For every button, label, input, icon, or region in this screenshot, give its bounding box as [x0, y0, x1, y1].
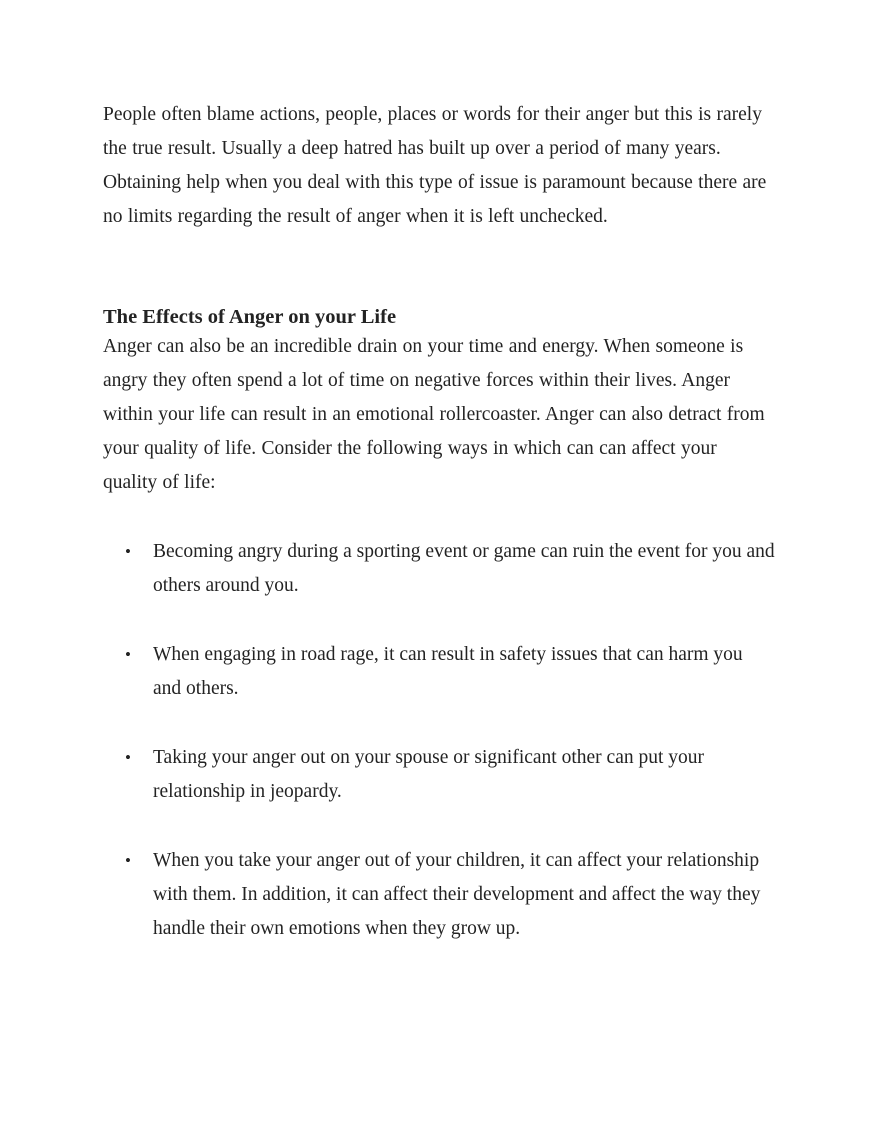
section-heading: The Effects of Anger on your Life — [103, 306, 397, 328]
bullet-icon: • — [125, 645, 131, 664]
bullet-icon: • — [125, 748, 131, 767]
intro-paragraph: People often blame actions, people, places or words for their anger but this is rarely the true result. Usually a deep hatred has built up over a period of many years. Obtaining help when you deal with this type of issue is paramount because there are no limits regarding the result of anger when it is left unchecked. — [103, 104, 767, 227]
list-item-text: Taking your anger out on your spouse or significant other can put your relationship in jeopardy. — [153, 747, 705, 802]
list-item-text: When you take your anger out of your children, it can affect your relationship with them. In addition, it can affect their development and affect the way they handle their own emotions when they grow up. — [153, 850, 761, 939]
effects-bullet-list — [103, 535, 776, 946]
list-item — [103, 638, 775, 706]
bullet-icon: • — [125, 851, 131, 870]
list-item — [103, 844, 775, 946]
list-item — [103, 741, 775, 809]
list-item — [103, 535, 775, 603]
bullet-icon: • — [125, 542, 131, 561]
list-item-text: Becoming angry during a sporting event or game can ruin the event for you and others around you. — [153, 541, 775, 596]
list-item-text: When engaging in road rage, it can result in safety issues that can harm you and others. — [153, 644, 743, 699]
section-paragraph: Anger can also be an incredible drain on your time and energy. When someone is angry they often spend a lot of time on negative forces within their lives. Anger within your life can result in an emotional rollercoaster. Anger can also detract from your quality of life. Consider the following ways in which can can affect your quality of life: — [103, 336, 765, 493]
